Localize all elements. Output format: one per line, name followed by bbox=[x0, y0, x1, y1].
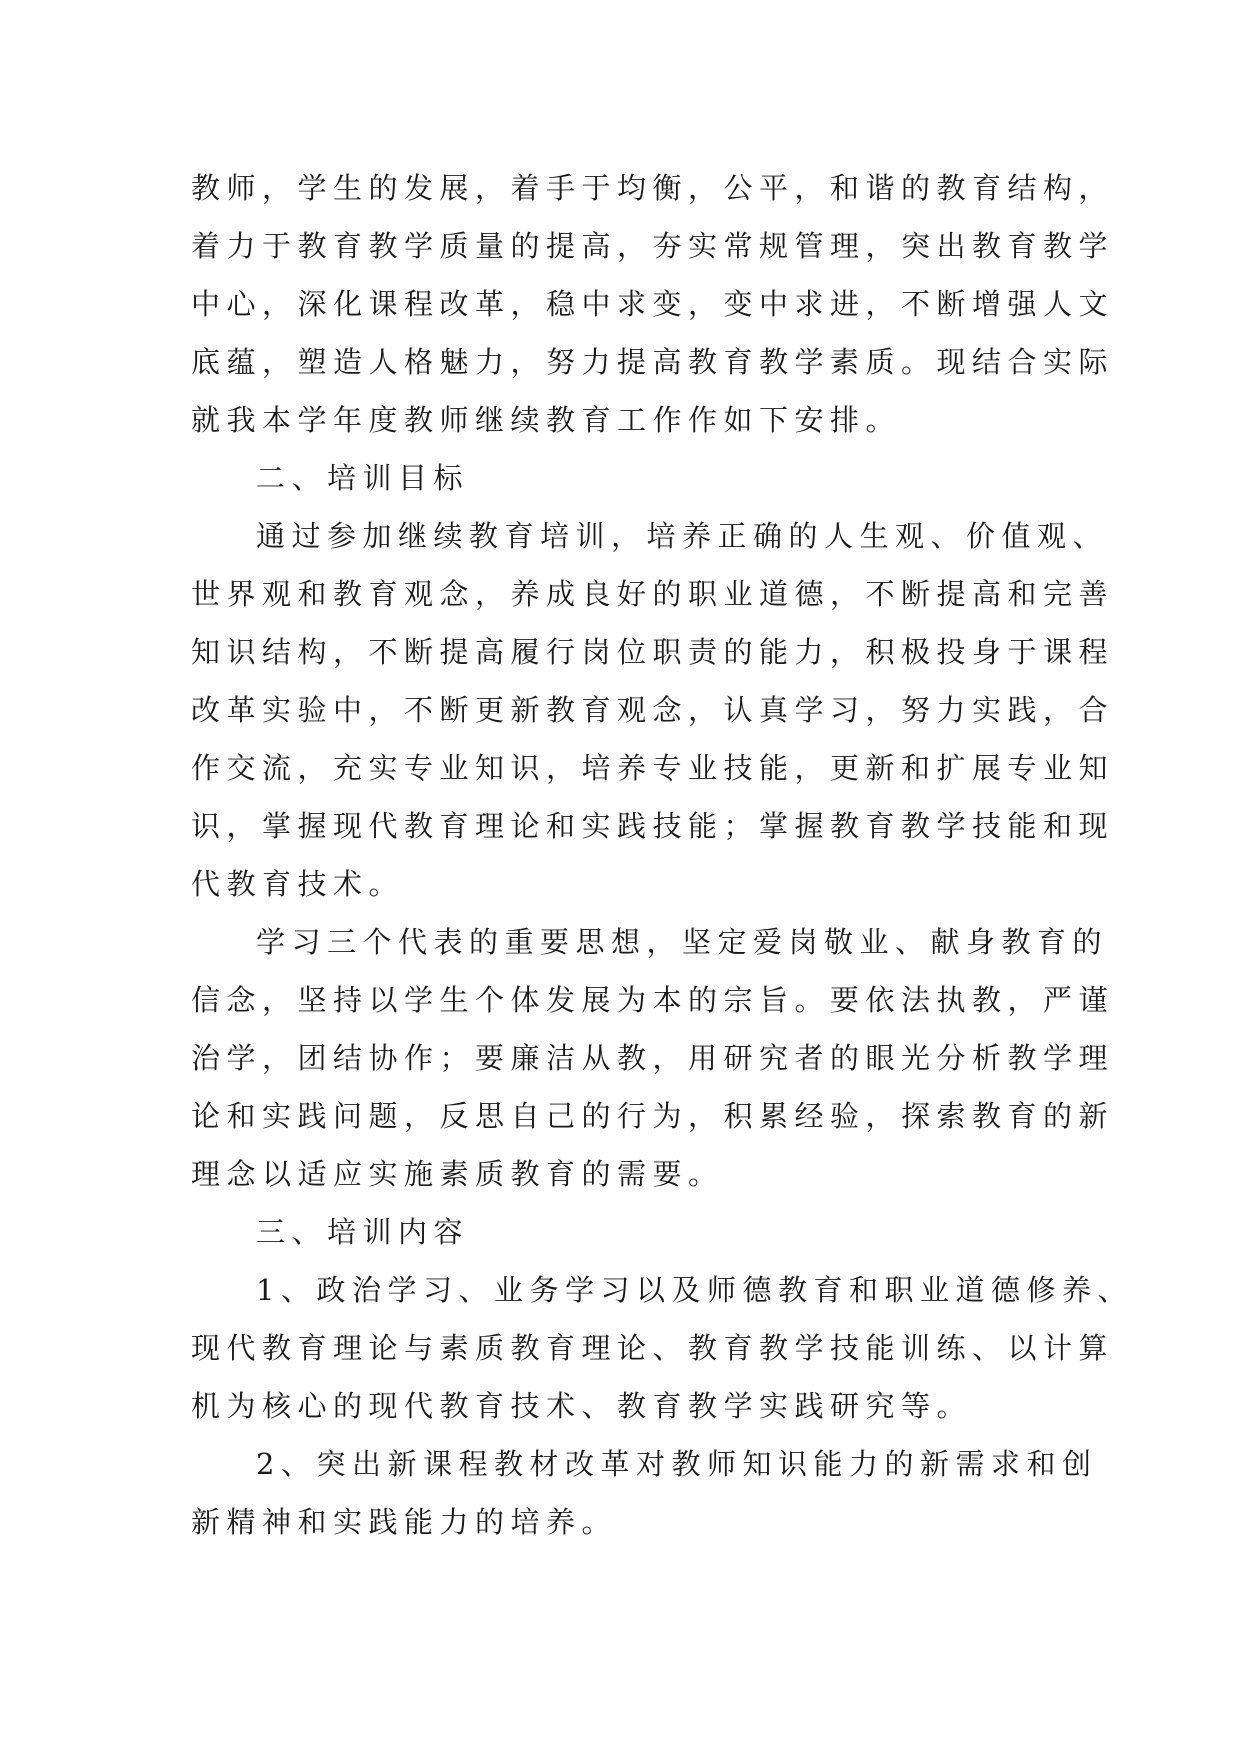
text-line: 理念以适应实施素质教育的需要。 bbox=[191, 1157, 724, 1191]
text-line: 中心，深化课程改革，稳中求变，变中求进，不断增强人文 bbox=[191, 287, 1115, 321]
text-line: 知识结构，不断提高履行岗位职责的能力，积极投身于课程 bbox=[191, 635, 1115, 669]
section-heading: 三、培训内容 bbox=[256, 1215, 470, 1249]
text-line: 1、政治学习、业务学习以及师德教育和职业道德修养、 bbox=[256, 1273, 1133, 1307]
text-line: 信念，坚持以学生个体发展为本的宗旨。要依法执教，严谨 bbox=[191, 983, 1115, 1017]
text-line: 通过参加继续教育培训，培养正确的人生观、价值观、 bbox=[256, 519, 1109, 553]
text-line: 就我本学年度教师继续教育工作作如下安排。 bbox=[191, 403, 902, 437]
text-line: 现代教育理论与素质教育理论、教育教学技能训练、以计算 bbox=[191, 1331, 1115, 1365]
text-line: 改革实验中，不断更新教育观念，认真学习，努力实践，合 bbox=[191, 693, 1115, 727]
text-line: 2、突出新课程教材改革对教师知识能力的新需求和创 bbox=[256, 1447, 1098, 1481]
text-line: 作交流，充实专业知识，培养专业技能，更新和扩展专业知 bbox=[191, 751, 1115, 785]
text-line: 机为核心的现代教育技术、教育教学实践研究等。 bbox=[191, 1389, 973, 1423]
text-line: 教师，学生的发展，着手于均衡，公平，和谐的教育结构， bbox=[191, 171, 1115, 205]
text-line: 着力于教育教学质量的提高，夯实常规管理，突出教育教学 bbox=[191, 229, 1115, 263]
text-line: 代教育技术。 bbox=[191, 867, 405, 901]
text-line: 世界观和教育观念，养成良好的职业道德，不断提高和完善 bbox=[191, 577, 1115, 611]
text-line: 论和实践问题，反思自己的行为，积累经验，探索教育的新 bbox=[191, 1099, 1115, 1133]
text-line: 治学，团结协作；要廉洁从教，用研究者的眼光分析教学理 bbox=[191, 1041, 1115, 1075]
text-line: 识，掌握现代教育理论和实践技能；掌握教育教学技能和现 bbox=[191, 809, 1115, 843]
text-line: 底蕴，塑造人格魅力，努力提高教育教学素质。现结合实际 bbox=[191, 345, 1115, 379]
section-heading: 二、培训目标 bbox=[256, 461, 470, 495]
text-line: 学习三个代表的重要思想，坚定爱岗敬业、献身教育的 bbox=[256, 925, 1109, 959]
text-line: 新精神和实践能力的培养。 bbox=[191, 1505, 618, 1539]
